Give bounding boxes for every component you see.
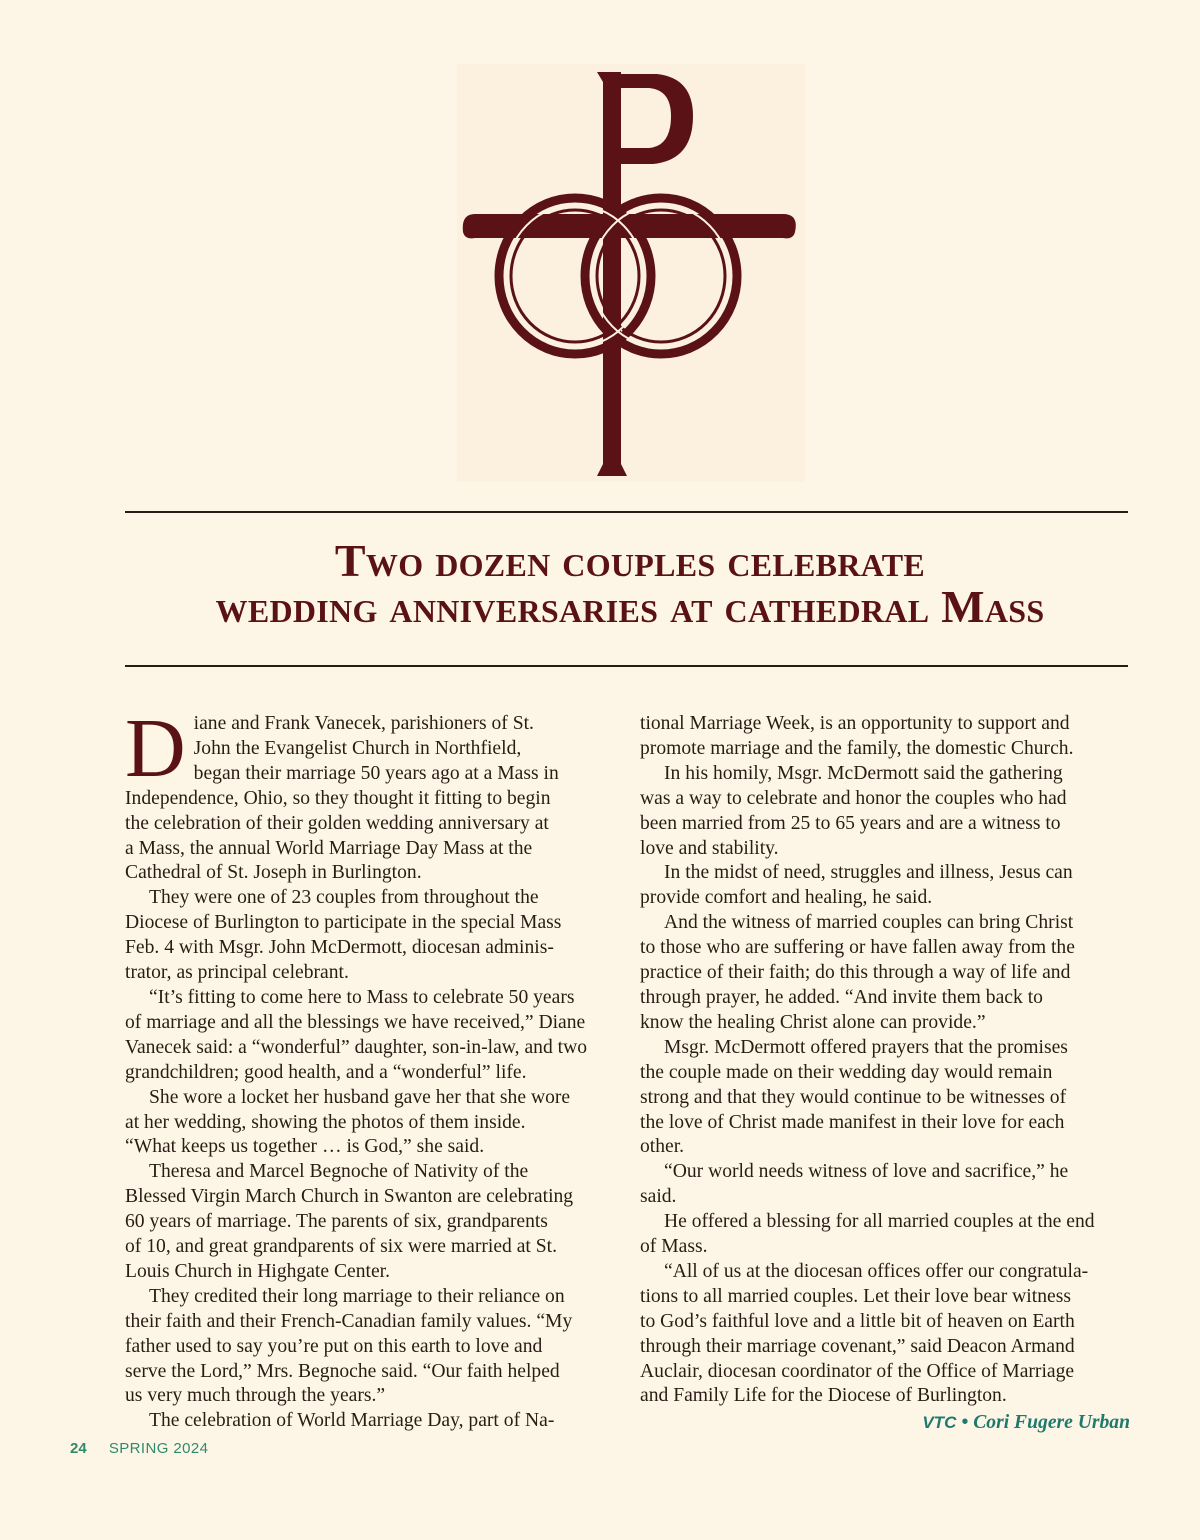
headline-rule-bottom	[125, 665, 1128, 667]
article-paragraph	[640, 861, 1130, 911]
article-line: a Mass, the annual World Marriage Day Mass at the	[125, 837, 533, 859]
article-paragraph	[125, 1285, 617, 1410]
article-line: through their marriage covenant,” said Deacon Armand	[640, 1335, 1075, 1357]
article-line: trator, as principal celebrant.	[125, 962, 349, 984]
article-line: In the midst of need, struggles and illness, Jesus can	[664, 862, 1073, 884]
article-line: been married from 25 to 65 years and are a witness to	[640, 812, 1061, 834]
article-line: Blessed Virgin March Church in Swanton are celebrating	[125, 1186, 574, 1208]
article-line: John the Evangelist Church in Northfield,	[193, 737, 522, 759]
article-line: to those who are suffering or have fallen away from the	[640, 937, 1075, 959]
article-line: provide comfort and healing, he said.	[640, 887, 933, 909]
page-footer	[70, 1440, 208, 1457]
article-line: other.	[640, 1136, 685, 1158]
article-paragraph	[640, 1036, 1130, 1161]
article-line: They were one of 23 couples from throughout the	[149, 887, 539, 909]
article-line: They credited their long marriage to their reliance on	[149, 1285, 565, 1307]
article-line: iane and Frank Vanecek, parishioners of St.	[193, 713, 534, 734]
headline-rule-top	[125, 511, 1128, 513]
article-line: the celebration of their golden wedding anniversary at	[125, 812, 549, 834]
article-line: their faith and their French-Canadian family values. “My	[125, 1310, 573, 1332]
article-paragraph	[125, 1086, 617, 1161]
article-line: “All of us at the diocesan offices offer our congratula-	[664, 1260, 1089, 1282]
byline-outlet: VTC	[922, 1413, 957, 1433]
article-line: began their marriage 50 years ago at a Mass in	[193, 762, 559, 784]
article-line: of Mass.	[640, 1236, 708, 1258]
article-line: the love of Christ made manifest in their love for each	[640, 1111, 1065, 1133]
article-line: Msgr. McDermott offered prayers that the promises	[664, 1036, 1068, 1058]
article-line: and Family Life for the Diocese of Burlington.	[640, 1385, 1007, 1407]
article-paragraph	[640, 712, 1130, 762]
article-line: said.	[640, 1186, 677, 1208]
article-line: The celebration of World Marriage Day, part of Na-	[149, 1410, 555, 1432]
article-column-left	[125, 702, 617, 1434]
article-paragraph	[640, 911, 1130, 1036]
article-line: father used to say you’re put on this earth to love and	[125, 1335, 543, 1357]
page-number: 24	[70, 1440, 87, 1457]
article-line: Independence, Ohio, so they thought it fitting to begin	[125, 787, 551, 809]
article-line: Cathedral of St. Joseph in Burlington.	[125, 862, 422, 884]
byline-separator: •	[961, 1412, 969, 1434]
article-line: Vanecek said: a “wonderful” daughter, son-in-law, and two	[125, 1036, 588, 1058]
issue-label: SPRING 2024	[108, 1440, 209, 1457]
article-line: He offered a blessing for all married couples at the end	[664, 1211, 1095, 1233]
article-paragraph	[125, 886, 617, 986]
article-line: In his homily, Msgr. McDermott said the gathering	[664, 762, 1063, 784]
article-paragraph	[640, 1160, 1130, 1210]
chi-rho-cross-with-rings-icon	[457, 64, 805, 482]
article-line: 60 years of marriage. The parents of six, grandparents	[125, 1211, 548, 1233]
article-line: at her wedding, showing the photos of them inside.	[125, 1111, 526, 1133]
article-line: “Our world needs witness of love and sacrifice,” he	[664, 1161, 1069, 1183]
article-line: know the healing Christ alone can provide.”	[640, 1011, 986, 1033]
drop-cap: D	[125, 702, 186, 795]
chi-rho-emblem	[457, 64, 805, 482]
article-line: Theresa and Marcel Begnoche of Nativity of the	[149, 1161, 529, 1183]
article-paragraph	[640, 1210, 1130, 1260]
article-line: Feb. 4 with Msgr. John McDermott, diocesan adminis-	[125, 937, 554, 959]
article-line: of marriage and all the blessings we have received,” Diane	[125, 1011, 586, 1033]
article-line: practice of their faith; do this through a way of life and	[640, 962, 1071, 984]
byline-author: Cori Fugere Urban	[973, 1412, 1130, 1434]
article-line: And the witness of married couples can bring Christ	[664, 912, 1074, 934]
article-line: tions to all married couples. Let their love bear witness	[640, 1285, 1071, 1307]
article-line: promote marriage and the family, the domestic Church.	[640, 737, 1074, 759]
article-line: Auclair, diocesan coordinator of the Office of Marriage	[640, 1360, 1075, 1382]
article-line: She wore a locket her husband gave her that she wore	[149, 1086, 571, 1108]
article-line: grandchildren; good health, and a “wonderful” life.	[125, 1061, 527, 1083]
article-paragraph	[125, 1160, 617, 1285]
article-paragraph	[125, 986, 617, 1086]
article-line: the couple made on their wedding day would remain	[640, 1061, 1053, 1083]
article-line: us very much through the years.”	[125, 1385, 386, 1407]
headline-line-2: wedding anniversaries at cathedral Mass	[215, 581, 1045, 632]
article-paragraph	[640, 762, 1130, 862]
headline-line-1: Two dozen couples celebrate	[334, 535, 926, 586]
article-headline	[100, 535, 1160, 632]
article-line: Louis Church in Highgate Center.	[125, 1260, 391, 1282]
article-line: “It’s fitting to come here to Mass to celebrate 50 years	[149, 986, 575, 1008]
article-line: to God’s faithful love and a little bit of heaven on Earth	[640, 1310, 1075, 1332]
article-line: through prayer, he added. “And invite them back to	[640, 986, 1043, 1008]
article-paragraph	[125, 702, 617, 886]
article-line: Diocese of Burlington to participate in the special Mass	[125, 912, 562, 934]
article-line: strong and that they would continue to be witnesses of	[640, 1086, 1067, 1108]
article-line: of 10, and great grandparents of six were married at St.	[125, 1236, 558, 1258]
article-paragraph	[125, 1409, 617, 1434]
article-line: “What keeps us together … is God,” she said.	[125, 1136, 485, 1158]
article-line: tional Marriage Week, is an opportunity to support and	[640, 713, 1070, 734]
article-line: love and stability.	[640, 837, 779, 859]
byline	[640, 1411, 1130, 1436]
article-line: was a way to celebrate and honor the couples who had	[640, 787, 1067, 809]
article-line: serve the Lord,” Mrs. Begnoche said. “Our faith helped	[125, 1360, 560, 1382]
article-paragraph	[640, 1260, 1130, 1409]
article-column-right	[640, 712, 1130, 1436]
